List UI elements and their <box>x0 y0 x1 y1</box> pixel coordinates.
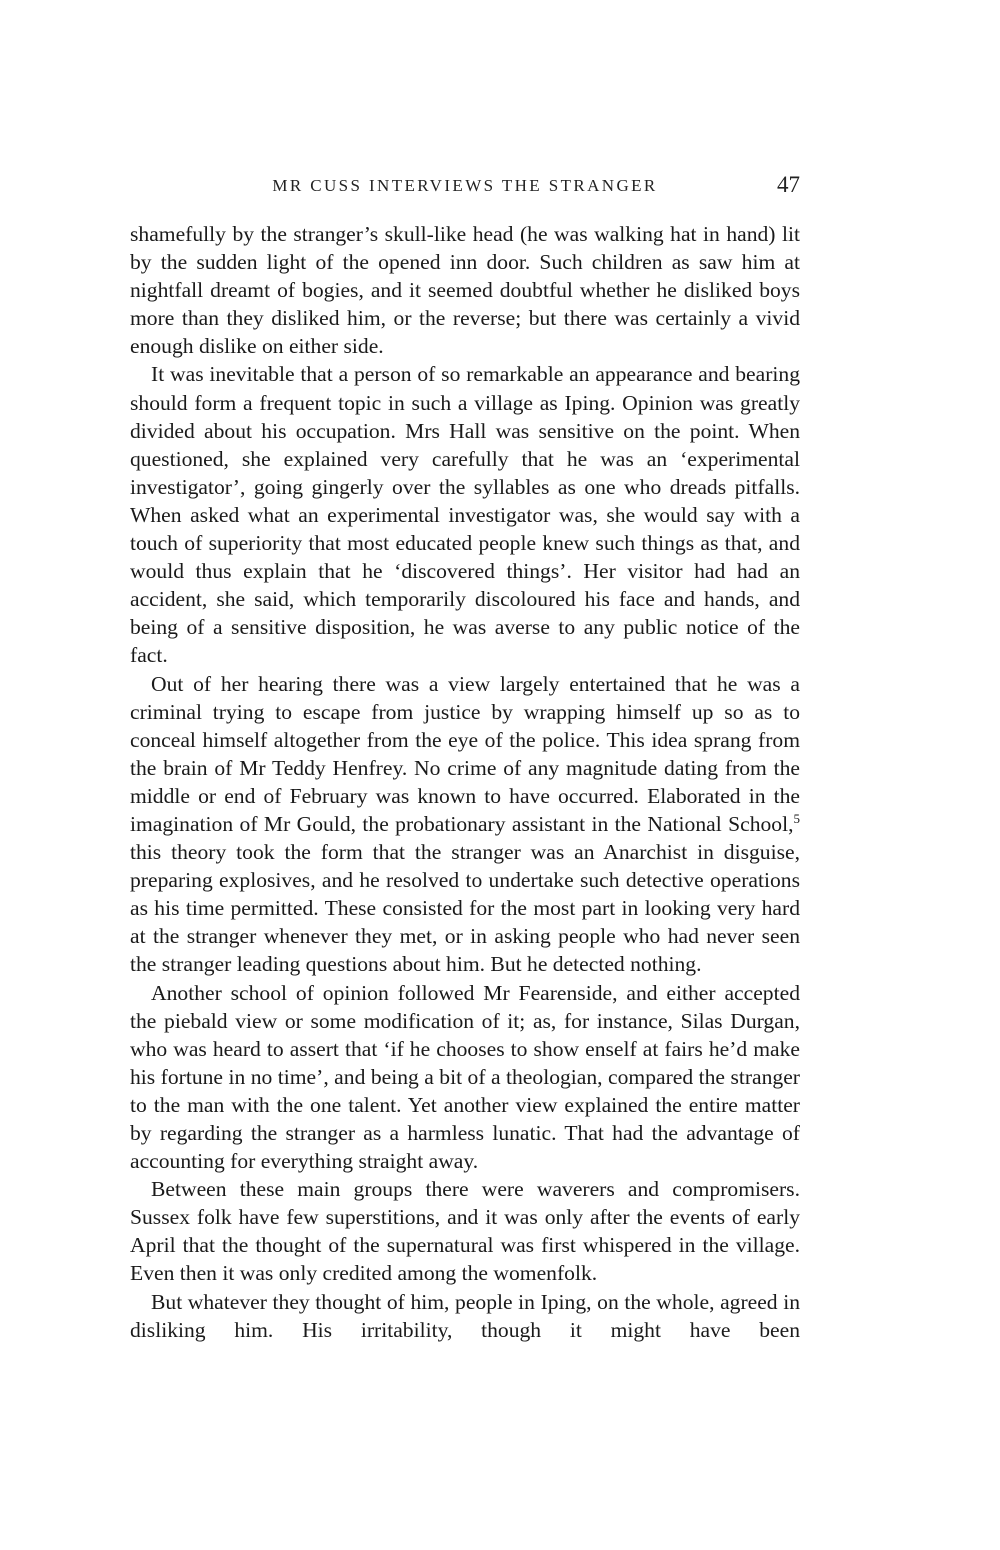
paragraph-4: Another school of opinion followed Mr Fearenside, and either accepted the piebald view or some modification of it; as, for instance, Silas Durgan, who was heard to assert that ‘if he chooses to show enself at fairs he’d make his fortune in no time’, and being a bit of a theologian, compared the stranger to the man with the one talent. Yet another view explained the entire matter by regarding the stranger as a harmless lunatic. That had the advantage of accounting for everything straight away. <box>130 980 800 1174</box>
paragraph-3-text-after: this theory took the form that the stranger was an Anarchist in disguise, preparing explosives, and he resolved to undertake such detective operations as his time permitted. These consisted for the most part in looking very hard at the stranger whenever they met, or in asking people who had never seen the stranger leading questions about him. But he detected nothing. <box>130 840 800 977</box>
body-text <box>130 220 800 1344</box>
paragraph-1: shamefully by the stranger’s skull-like head (he was walking hat in hand) lit by the sudden light of the opened inn door. Such children as saw him at nightfall dreamt of bogies, and it seemed doubtful whether he disliked boys more than they disliked him, or the reverse; but there was certainly a vivid enough dislike on either side. <box>130 222 800 359</box>
paragraph-5: Between these main groups there were waverers and compromisers. Sussex folk have few superstitions, and it was only after the events of early April that the thought of the supernatural was first whispered in the village. Even then it was only credited among the womenfolk. <box>130 1177 800 1286</box>
running-head <box>130 172 800 202</box>
paragraph-3 <box>130 670 800 979</box>
paragraph-2: It was inevitable that a person of so remarkable an appearance and bearing should form a frequent topic in such a village as Iping. Opinion was greatly divided about his occupation. Mrs Hall was sensitive on the point. When questioned, she explained very carefully that he was an ‘experimental investigator’, going gingerly over the syllables as one who dreads pitfalls. When asked what an experimental investigator was, she would say with a touch of superiority that most educated people knew such things as that, and would thus explain that he ‘discovered things’. Her visitor had had an accident, she said, which temporarily discoloured his face and hands, and being of a sensitive disposition, he was averse to any public notice of the fact. <box>130 362 800 668</box>
paragraph-6: But whatever they thought of him, people in Iping, on the whole, agreed in disliking him. His irritability, though it might have been <box>130 1289 800 1342</box>
chapter-title: MR CUSS INTERVIEWS THE STRANGER <box>272 176 658 195</box>
page-number: 47 <box>777 172 800 197</box>
footnote-marker: 5 <box>793 810 800 826</box>
paragraph-3-text-before: Out of her hearing there was a view largely entertained that he was a criminal trying to escape from justice by wrapping himself up so as to conceal himself altogether from the eye of the police. This idea sprang from the brain of Mr Teddy Henfrey. No crime of any magnitude dating from the middle or end of February was known to have occurred. Elaborated in the imagination of Mr Gould, the probationary assistant in the National School, <box>130 671 800 836</box>
